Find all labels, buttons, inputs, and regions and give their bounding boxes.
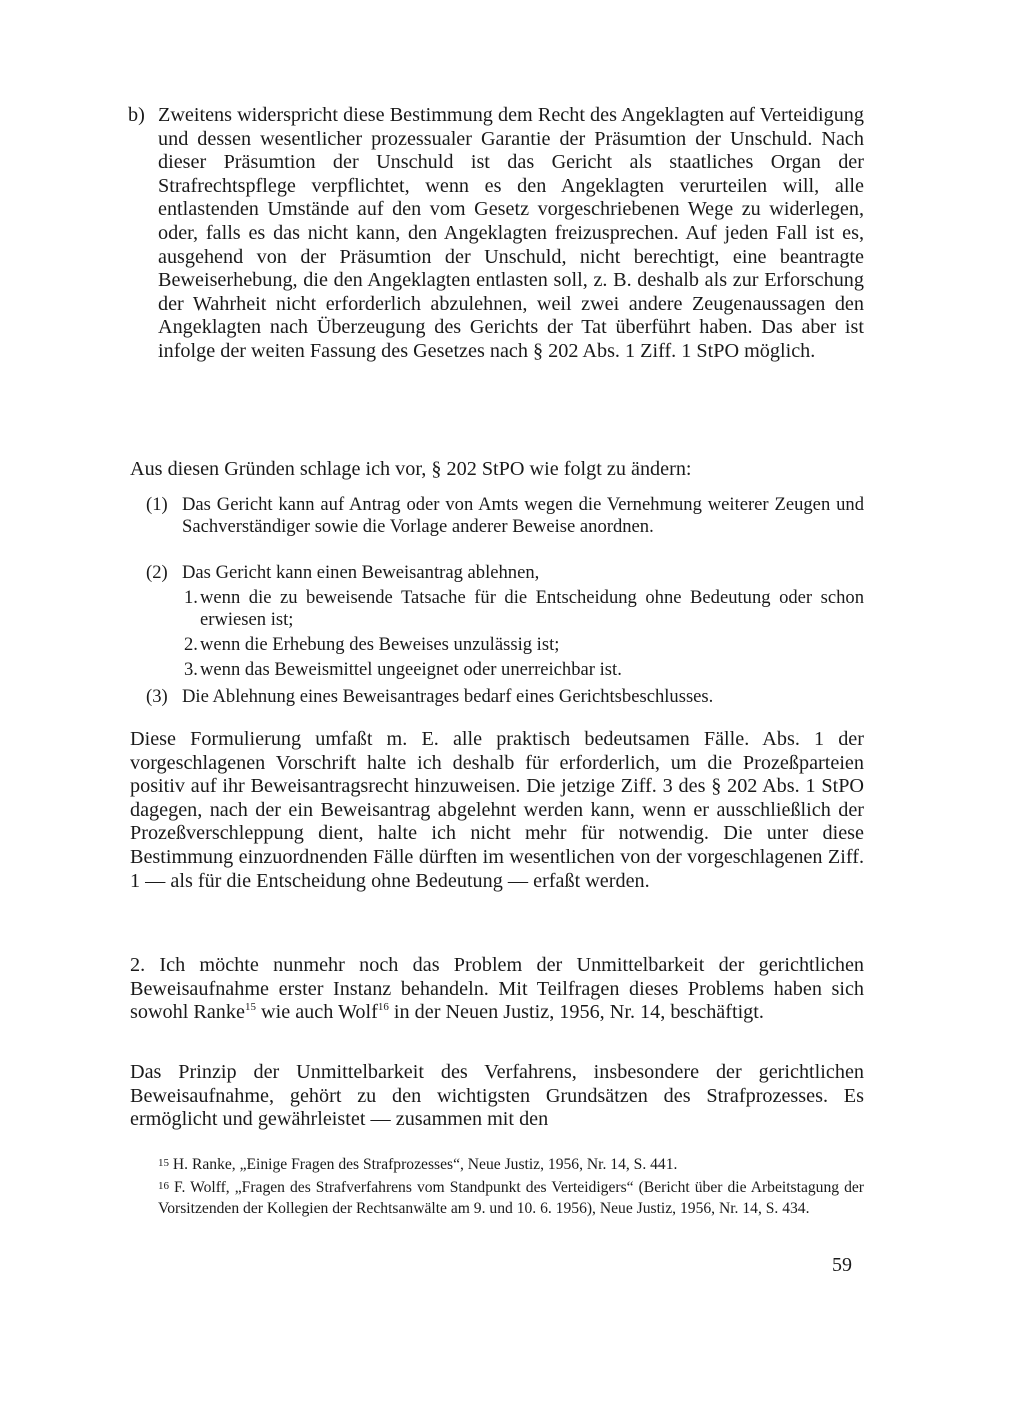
- item-text: Das Gericht kann auf Antrag oder von Amts wegen die Vernehmung weiterer Zeugen und Sachverständiger sowie die Vorlage anderer Beweise anordnen.: [182, 494, 864, 538]
- proposal-sub-1: [184, 587, 864, 632]
- item-number: (3): [146, 686, 168, 707]
- item-text: Das Gericht kann einen Beweisantrag ablehnen,: [182, 562, 540, 583]
- para-2-text-c: in der Neuen Justiz, 1956, Nr. 14, beschäftigt.: [388, 1001, 764, 1024]
- footnote-mark: 15: [158, 1157, 169, 1169]
- para-b-label: b): [128, 104, 145, 126]
- sub-text: wenn das Beweismittel ungeeignet oder unerreichbar ist.: [200, 659, 622, 680]
- footnote-16: [158, 1176, 864, 1219]
- footnote-text: F. Wolff, „Fragen des Strafverfahrens vom Standpunkt des Verteidigers“ (Bericht über die Arbeitstagung der Vorsitzenden der Kollegien der Rechtsanwälte am 9. und 10. 6. 1956), Neue Justiz, 1956, Nr. 14, S. 434.: [158, 1179, 864, 1217]
- proposal-item-2: [146, 562, 864, 584]
- proposal-item-3: [146, 686, 864, 708]
- footnote-ref-16: 16: [377, 1001, 389, 1014]
- para-b-text: Zweitens widerspricht diese Bestimmung dem Recht des Angeklagten auf Verteidigung und dessen wesentlicher prozessualer Garantie der Präsumtion der Unschuld. Nach dieser Präsumtion der Unschuld ist das Gericht als staatliches Organ der Strafrechtspflege verpflichtet, wenn es den Angeklagten verurteilen will, alle entlastenden Umstände auf den vom Gesetz vorgeschriebenen Wege zu widerlegen, oder, falls es das nicht kann, den Angeklagten freizusprechen. Auf jeden Fall ist es, ausgehend von der Präsumtion der Unschuld, nicht berechtigt, eine beantragte Beweiserhebung, die den Angeklagten entlasten soll, z. B. deshalb als zur Erforschung der Wahrheit nicht erforderlich abzulehnen, weil zwei andere Zeugenaussagen den Angeklagten nach Überzeugung des Gerichts der Tat überführt haben. Das aber ist infolge der weiten Fassung des Gesetzes nach § 202 Abs. 1 Ziff. 1 StPO möglich.: [158, 104, 864, 362]
- page-number: 59: [832, 1254, 852, 1276]
- sub-number: 1.: [184, 587, 198, 608]
- para-prinzip: Das Prinzip der Unmittelbarkeit des Verfahrens, insbesondere der gerichtlichen Beweisaufnahme, gehört zu den wichtigsten Grundsätzen des Strafprozesses. Es ermöglicht und gewährleistet — zusammen mit den: [130, 1061, 864, 1131]
- item-text: Die Ablehnung eines Beweisantrages bedarf eines Gerichtsbeschlusses.: [182, 686, 714, 707]
- para-2-text-a: 2. Ich möchte nunmehr noch das Problem der Unmittelbarkeit der gerichtlichen Beweisaufnahme erster Instanz behandeln. Mit Teilfragen dieses Problems haben sich sowohl Ranke: [130, 954, 864, 1024]
- proposal-sub-2: [184, 634, 864, 656]
- item-number: (2): [146, 562, 168, 583]
- footnote-mark: 16: [158, 1180, 169, 1192]
- footnote-15: [158, 1153, 864, 1176]
- para-formulierung: Diese Formulierung umfaßt m. E. alle praktisch bedeutsamen Fälle. Abs. 1 der vorgeschlagenen Vorschrift halte ich deshalb für erforderlich, um die Prozeßparteien positiv auf ihr Beweisantragsrecht hinzuweisen. Die jetzige Ziff. 3 des § 202 Abs. 1 StPO dagegen, nach der ein Beweisantrag abgelehnt werden kann, wenn er ausschließlich der Prozeßverschleppung dient, halte ich nicht mehr für notwendig. Die unter diese Bestimmung einzuordnenden Fälle dürften im wesentlichen von der vorgeschlagenen Ziff. 1 — als für die Entscheidung ohne Bedeutung — erfaßt werden.: [130, 728, 864, 892]
- para-2: [130, 954, 864, 1025]
- item-number: (1): [146, 494, 168, 515]
- para-2-text-b: wie auch Wolf: [255, 1001, 378, 1024]
- sub-text: wenn die Erhebung des Beweises unzulässig ist;: [200, 634, 560, 655]
- proposal-item-1: [146, 494, 864, 539]
- proposal-sub-3: [184, 659, 864, 681]
- sub-number: 2.: [184, 634, 198, 655]
- sub-text: wenn die zu beweisende Tatsache für die Entscheidung ohne Bedeutung oder schon erwiesen ist;: [200, 587, 864, 631]
- proposal-intro: Aus diesen Gründen schlage ich vor, § 202 StPO wie folgt zu ändern:: [130, 458, 692, 480]
- footnote-ref-15: 15: [244, 1001, 256, 1014]
- footnote-text: H. Ranke, „Einige Fragen des Strafprozesses“, Neue Justiz, 1956, Nr. 14, S. 441.: [169, 1156, 678, 1173]
- sub-number: 3.: [184, 659, 198, 680]
